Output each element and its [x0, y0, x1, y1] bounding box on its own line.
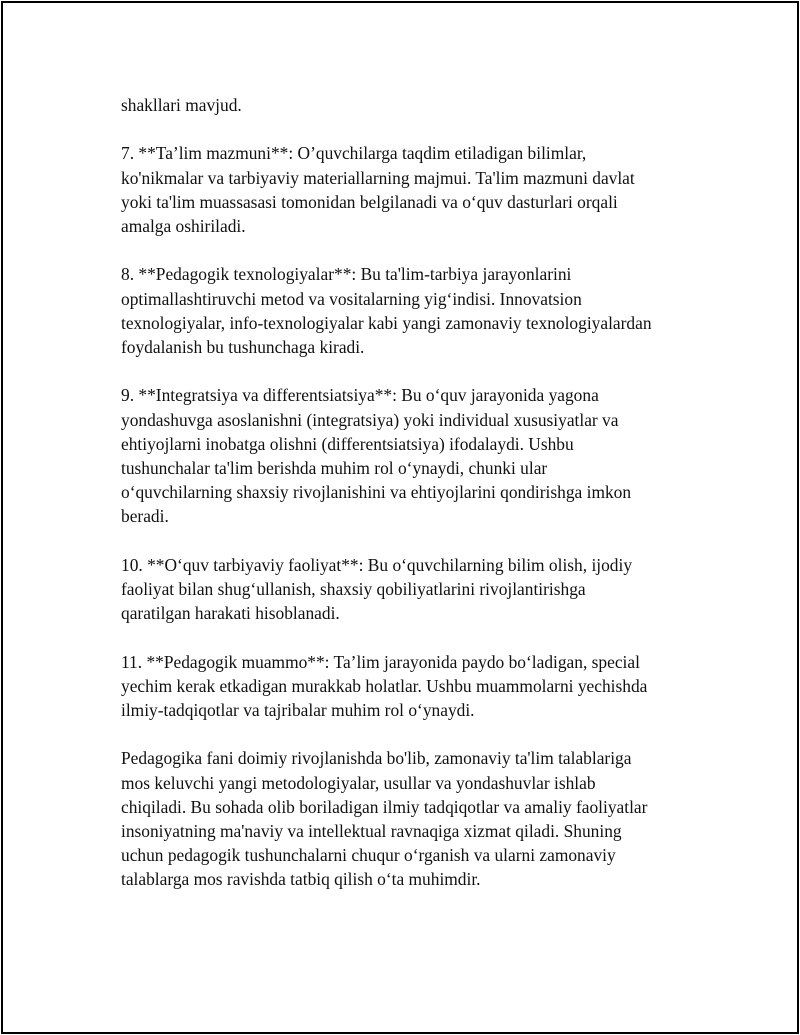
paragraph-talim-mazmuni: 7. **Ta’lim mazmuni**: O’quvchilarga taqdim etiladigan bilimlar, ko'nikmalar va tarbiyaviy materiallarning majmui. Ta'lim mazmuni davlat yoki ta'lim muassasasi tomonidan belgilanadi va o‘quv dasturlari orqali amalga oshiriladi.	[121, 143, 635, 236]
paragraph-oquv-tarbiyaviy-faoliyat: 10. **O‘quv tarbiyaviy faoliyat**: Bu o‘quvchilarning bilim olish, ijodiy faoliyat bilan shug‘ullanish, shaxsiy qobiliyatlarini rivojlantirishga qaratilgan harakati hisoblanadi.	[121, 554, 633, 624]
paragraph-continuation: shakllari mavjud.	[121, 95, 242, 115]
paragraph-pedagogik-texnologiyalar: 8. **Pedagogik texnologiyalar**: Bu ta'lim-tarbiya jarayonlarini optimallashtiruvchi metod va vositalarning yig‘indisi. Innovatsion texnologiyalar, info-texnologiyalar kabi yangi zamonaviy texnologiyalardan foydalanish bu tushunchaga kiradi.	[121, 264, 652, 357]
document-body	[121, 93, 691, 916]
paragraph-pedagogik-muammo: 11. **Pedagogik muammo**: Ta’lim jarayonida paydo bo‘ladigan, special yechim kerak etkadigan murakkab holatlar. Ushbu muammolarni yechishda ilmiy-tadqiqotlar va tajribalar muhim rol o‘ynaydi.	[121, 651, 648, 720]
paragraph-conclusion: Pedagogika fani doimiy rivojlanishda bo'lib, zamonaviy ta'lim talablariga mos keluvchi yangi metodologiyalar, usullar va yondashuvlar ishlab chiqiladi. Bu sohada olib boriladigan ilmiy tadqiqotlar va amaliy faoliyatlar insoniyatning ma'naviy va intellektual ravnaqiga xizmat qiladi. Shuning uchun pedagogik tushunchalarni chuqur o‘rganish va ularni zamonaviy talablarga mos ravishda tatbiq qilish o‘ta muhimdir.	[121, 748, 648, 890]
paragraph-integratsiya: 9. **Integratsiya va differentsiatsiya**: Bu o‘quv jarayonida yagona yondashuvga asoslanishni (integratsiya) yoki individual xususiyatlar va ehtiyojlarni inobatga olishni (differentsiatsiya) ifodalaydi. Ushbu tushunchalar ta'lim berishda muhim rol o‘ynaydi, chunki ular o‘quvchilarning shaxsiy rivojlanishini va ehtiyojlarini qondirishga imkon beradi.	[121, 385, 632, 527]
page-frame	[1, 1, 799, 1034]
